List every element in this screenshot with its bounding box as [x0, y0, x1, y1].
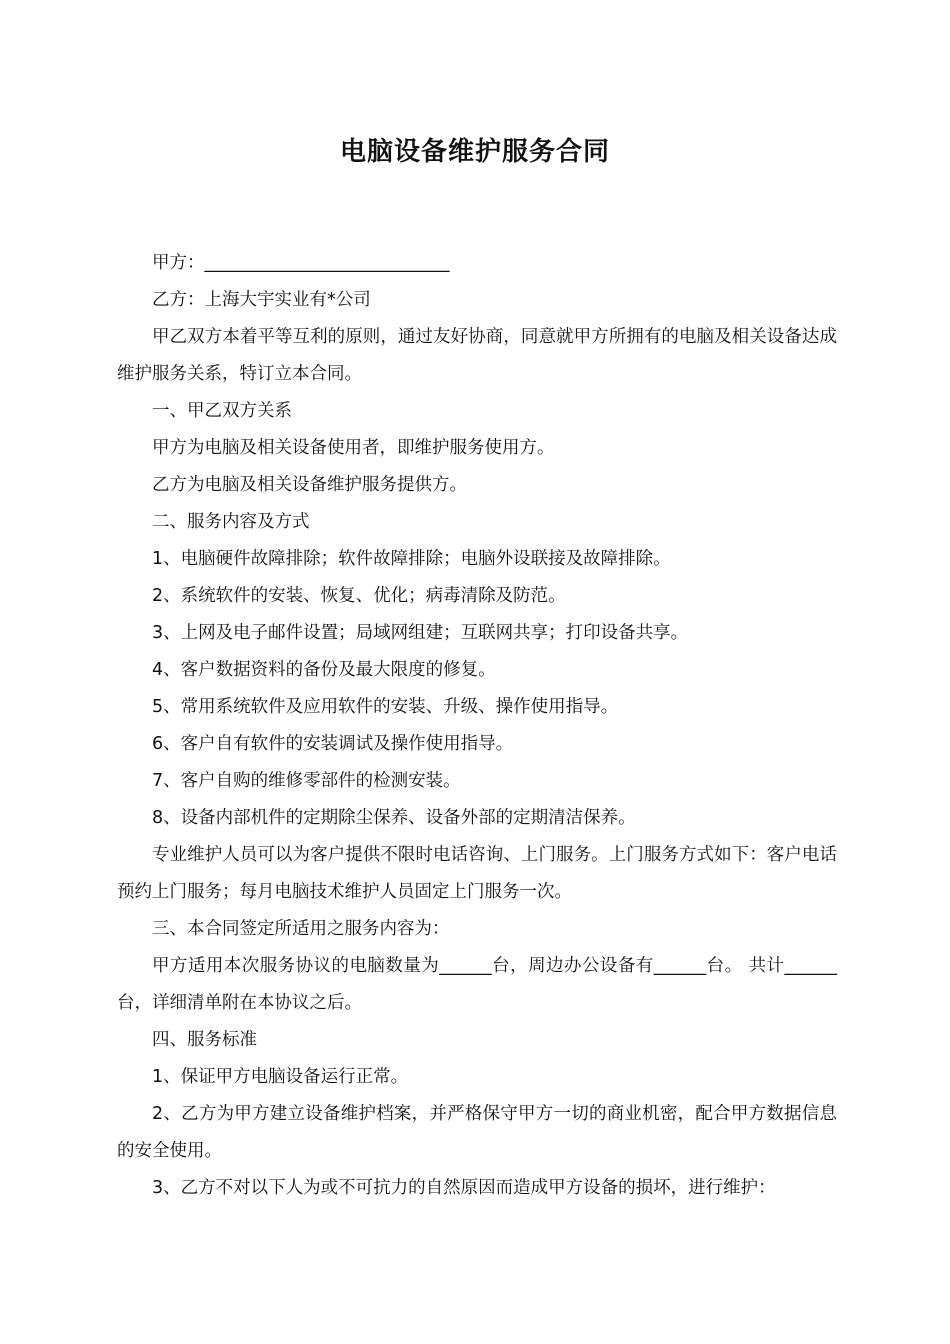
section-heading-4: 四、服务标准 [152, 1030, 257, 1050]
service-item-4: 4、客户数据资料的备份及最大限度的修复。 [152, 660, 496, 680]
relationship-paragraph-2: 乙方为电脑及相关设备维护服务提供方。 [152, 475, 467, 495]
service-item-6: 6、客户自有软件的安装调试及操作使用指导。 [152, 734, 514, 754]
section-heading-3: 三、本合同签定所适用之服务内容为： [152, 919, 450, 939]
service-item-1: 1、电脑硬件故障排除；软件故障排除；电脑外设联接及故障排除。 [152, 549, 671, 569]
document-title: 电脑设备维护服务合同 [339, 137, 610, 167]
party-b-line: 乙方：上海大宇实业有*公司 [152, 290, 371, 310]
device-count-paragraph: 甲方适用本次服务协议的电脑数量为______台，周边办公设备有______台。 共计______台，详细清单附在本协议之后。 [117, 956, 837, 1013]
relationship-paragraph-1: 甲方为电脑及相关设备使用者，即维护服务使用方。 [152, 438, 555, 458]
service-item-8: 8、设备内部机件的定期除尘保养、设备外部的定期清洁保养。 [152, 808, 636, 828]
section-heading-1: 一、甲乙双方关系 [152, 401, 292, 421]
standard-item-1: 1、保证甲方电脑设备运行正常。 [152, 1067, 409, 1087]
standard-item-2: 2、乙方为甲方建立设备维护档案，并严格保守甲方一切的商业机密，配合甲方数据信息的安全使用。 [117, 1104, 837, 1161]
section-heading-2: 二、服务内容及方式 [152, 512, 310, 532]
onsite-service-paragraph: 专业维护人员可以为客户提供不限时电话咨询、上门服务。上门服务方式如下：客户电话预约上门服务；每月电脑技术维护人员固定上门服务一次。 [117, 845, 837, 902]
party-a-line: 甲方：____________________________ [152, 253, 450, 273]
service-item-3: 3、上网及电子邮件设置；局域网组建；互联网共享；打印设备共享。 [152, 623, 689, 643]
service-item-5: 5、常用系统软件及应用软件的安装、升级、操作使用指导。 [152, 697, 619, 717]
preamble-paragraph: 甲乙双方本着平等互利的原则，通过友好协商，同意就甲方所拥有的电脑及相关设备达成维护服务关系，特订立本合同。 [117, 327, 837, 384]
service-item-2: 2、系统软件的安装、恢复、优化；病毒清除及防范。 [152, 586, 566, 606]
service-item-7: 7、客户自购的维修零部件的检测安装。 [152, 771, 461, 791]
document-body [117, 245, 837, 1207]
standard-item-3: 3、乙方不对以下人为或不可抗力的自然原因而造成甲方设备的损坏，进行维护： [152, 1178, 776, 1198]
